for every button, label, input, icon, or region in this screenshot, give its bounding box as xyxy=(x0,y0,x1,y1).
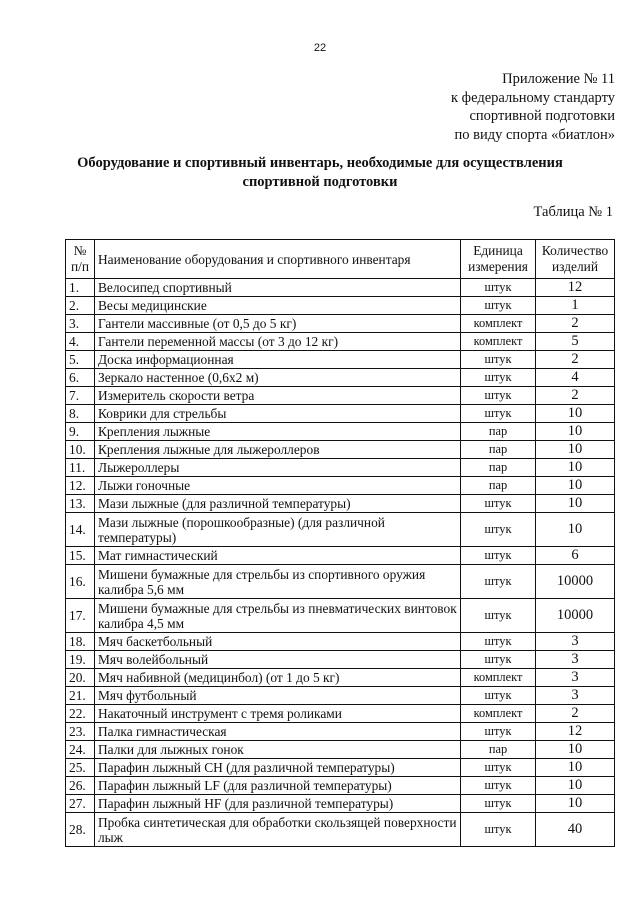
item-quantity: 2 xyxy=(536,351,615,369)
row-number: 28. xyxy=(66,813,95,847)
item-quantity: 5 xyxy=(536,333,615,351)
item-name: Гантели массивные (от 0,5 до 5 кг) xyxy=(95,315,461,333)
table-row xyxy=(66,599,615,633)
item-quantity: 3 xyxy=(536,669,615,687)
item-quantity: 3 xyxy=(536,687,615,705)
table-row xyxy=(66,495,615,513)
annex-header xyxy=(451,70,615,144)
item-unit: штук xyxy=(461,759,536,777)
row-number: 1. xyxy=(66,279,95,297)
header-num: № п/п xyxy=(66,240,95,279)
table-row xyxy=(66,813,615,847)
item-quantity: 10 xyxy=(536,759,615,777)
item-quantity: 10 xyxy=(536,741,615,759)
table-row xyxy=(66,315,615,333)
item-quantity: 10 xyxy=(536,795,615,813)
table-row xyxy=(66,777,615,795)
row-number: 16. xyxy=(66,565,95,599)
item-unit: штук xyxy=(461,279,536,297)
item-name: Мяч набивной (медицинбол) (от 1 до 5 кг) xyxy=(95,669,461,687)
row-number: 2. xyxy=(66,297,95,315)
item-quantity: 3 xyxy=(536,633,615,651)
item-unit: штук xyxy=(461,547,536,565)
item-quantity: 10 xyxy=(536,405,615,423)
row-number: 6. xyxy=(66,369,95,387)
item-unit: штук xyxy=(461,723,536,741)
equipment-table xyxy=(65,239,615,847)
item-name: Парафин лыжный LF (для различной температуры) xyxy=(95,777,461,795)
item-unit: штук xyxy=(461,387,536,405)
table-row xyxy=(66,351,615,369)
item-unit: штук xyxy=(461,495,536,513)
item-name: Зеркало настенное (0,6х2 м) xyxy=(95,369,461,387)
row-number: 5. xyxy=(66,351,95,369)
item-quantity: 12 xyxy=(536,723,615,741)
item-name: Лыжероллеры xyxy=(95,459,461,477)
item-unit: штук xyxy=(461,369,536,387)
item-name: Мази лыжные (для различной температуры) xyxy=(95,495,461,513)
table-header-row xyxy=(66,240,615,279)
table-row xyxy=(66,333,615,351)
item-unit: пар xyxy=(461,477,536,495)
item-quantity: 2 xyxy=(536,387,615,405)
table-body xyxy=(66,279,615,847)
item-quantity: 2 xyxy=(536,705,615,723)
document-title xyxy=(0,154,640,191)
item-quantity: 6 xyxy=(536,547,615,565)
table-label: Таблица № 1 xyxy=(533,204,613,220)
row-number: 20. xyxy=(66,669,95,687)
row-number: 12. xyxy=(66,477,95,495)
title-line: спортивной подготовки xyxy=(242,173,398,190)
item-unit: штук xyxy=(461,565,536,599)
table-row xyxy=(66,795,615,813)
item-unit: штук xyxy=(461,513,536,547)
row-number: 13. xyxy=(66,495,95,513)
item-name: Коврики для стрельбы xyxy=(95,405,461,423)
item-unit: штук xyxy=(461,405,536,423)
item-quantity: 10 xyxy=(536,441,615,459)
row-number: 15. xyxy=(66,547,95,565)
header-unit: Единица измерения xyxy=(461,240,536,279)
item-unit: комплект xyxy=(461,669,536,687)
item-unit: пар xyxy=(461,741,536,759)
table-row xyxy=(66,705,615,723)
item-name: Велосипед спортивный xyxy=(95,279,461,297)
table-row xyxy=(66,741,615,759)
table-row xyxy=(66,669,615,687)
item-unit: штук xyxy=(461,813,536,847)
item-quantity: 10 xyxy=(536,777,615,795)
row-number: 9. xyxy=(66,423,95,441)
item-quantity: 10 xyxy=(536,423,615,441)
item-quantity: 10 xyxy=(536,477,615,495)
item-quantity: 10 xyxy=(536,513,615,547)
item-name: Мишени бумажные для стрельбы из спортивного оружия калибра 5,6 мм xyxy=(95,565,461,599)
item-name: Крепления лыжные xyxy=(95,423,461,441)
item-name: Мишени бумажные для стрельбы из пневматических винтовок калибра 4,5 мм xyxy=(95,599,461,633)
item-quantity: 10000 xyxy=(536,599,615,633)
item-unit: штук xyxy=(461,297,536,315)
item-name: Мяч волейбольный xyxy=(95,651,461,669)
row-number: 7. xyxy=(66,387,95,405)
item-name: Накаточный инструмент с тремя роликами xyxy=(95,705,461,723)
row-number: 10. xyxy=(66,441,95,459)
row-number: 17. xyxy=(66,599,95,633)
table-row xyxy=(66,723,615,741)
item-name: Парафин лыжный HF (для различной температуры) xyxy=(95,795,461,813)
row-number: 14. xyxy=(66,513,95,547)
row-number: 25. xyxy=(66,759,95,777)
table-row xyxy=(66,565,615,599)
item-unit: пар xyxy=(461,441,536,459)
item-quantity: 4 xyxy=(536,369,615,387)
row-number: 21. xyxy=(66,687,95,705)
item-name: Гантели переменной массы (от 3 до 12 кг) xyxy=(95,333,461,351)
table-row xyxy=(66,297,615,315)
table-row xyxy=(66,441,615,459)
item-name: Мат гимнастический xyxy=(95,547,461,565)
item-quantity: 12 xyxy=(536,279,615,297)
table-row xyxy=(66,633,615,651)
item-quantity: 3 xyxy=(536,651,615,669)
item-name: Доска информационная xyxy=(95,351,461,369)
row-number: 11. xyxy=(66,459,95,477)
item-unit: штук xyxy=(461,599,536,633)
item-unit: штук xyxy=(461,633,536,651)
item-name: Мази лыжные (порошкообразные) (для различной температуры) xyxy=(95,513,461,547)
item-name: Палка гимнастическая xyxy=(95,723,461,741)
table-row xyxy=(66,459,615,477)
item-quantity: 40 xyxy=(536,813,615,847)
row-number: 26. xyxy=(66,777,95,795)
annex-line: к федеральному стандарту xyxy=(451,89,615,106)
item-quantity: 10 xyxy=(536,495,615,513)
title-line: Оборудование и спортивный инвентарь, необходимые для осуществления xyxy=(77,155,563,171)
item-name: Палки для лыжных гонок xyxy=(95,741,461,759)
item-unit: комплект xyxy=(461,333,536,351)
row-number: 24. xyxy=(66,741,95,759)
item-name: Лыжи гоночные xyxy=(95,477,461,495)
item-unit: штук xyxy=(461,687,536,705)
item-unit: штук xyxy=(461,351,536,369)
item-quantity: 10 xyxy=(536,459,615,477)
annex-line: по виду спорта «биатлон» xyxy=(454,126,615,143)
table-row xyxy=(66,759,615,777)
table-row xyxy=(66,651,615,669)
item-unit: пар xyxy=(461,459,536,477)
annex-line: Приложение № 11 xyxy=(502,71,615,87)
table-row xyxy=(66,423,615,441)
row-number: 19. xyxy=(66,651,95,669)
table-row xyxy=(66,387,615,405)
row-number: 4. xyxy=(66,333,95,351)
item-quantity: 2 xyxy=(536,315,615,333)
table-row xyxy=(66,687,615,705)
table-row xyxy=(66,405,615,423)
table-row xyxy=(66,369,615,387)
item-name: Крепления лыжные для лыжероллеров xyxy=(95,441,461,459)
row-number: 3. xyxy=(66,315,95,333)
item-unit: штук xyxy=(461,795,536,813)
row-number: 27. xyxy=(66,795,95,813)
item-name: Парафин лыжный CH (для различной температуры) xyxy=(95,759,461,777)
header-name: Наименование оборудования и спортивного инвентаря xyxy=(95,240,461,279)
item-quantity: 10000 xyxy=(536,565,615,599)
row-number: 23. xyxy=(66,723,95,741)
item-unit: комплект xyxy=(461,315,536,333)
item-unit: пар xyxy=(461,423,536,441)
item-name: Мяч футбольный xyxy=(95,687,461,705)
item-name: Весы медицинские xyxy=(95,297,461,315)
row-number: 22. xyxy=(66,705,95,723)
item-name: Мяч баскетбольный xyxy=(95,633,461,651)
table-row xyxy=(66,279,615,297)
table-row xyxy=(66,547,615,565)
item-quantity: 1 xyxy=(536,297,615,315)
item-unit: комплект xyxy=(461,705,536,723)
item-name: Пробка синтетическая для обработки скользящей поверхности лыж xyxy=(95,813,461,847)
row-number: 18. xyxy=(66,633,95,651)
page-number: 22 xyxy=(313,42,327,54)
table-row xyxy=(66,477,615,495)
row-number: 8. xyxy=(66,405,95,423)
item-unit: штук xyxy=(461,651,536,669)
header-qty: Количество изделий xyxy=(536,240,615,279)
table-row xyxy=(66,513,615,547)
item-unit: штук xyxy=(461,777,536,795)
item-name: Измеритель скорости ветра xyxy=(95,387,461,405)
annex-line: спортивной подготовки xyxy=(469,108,615,124)
